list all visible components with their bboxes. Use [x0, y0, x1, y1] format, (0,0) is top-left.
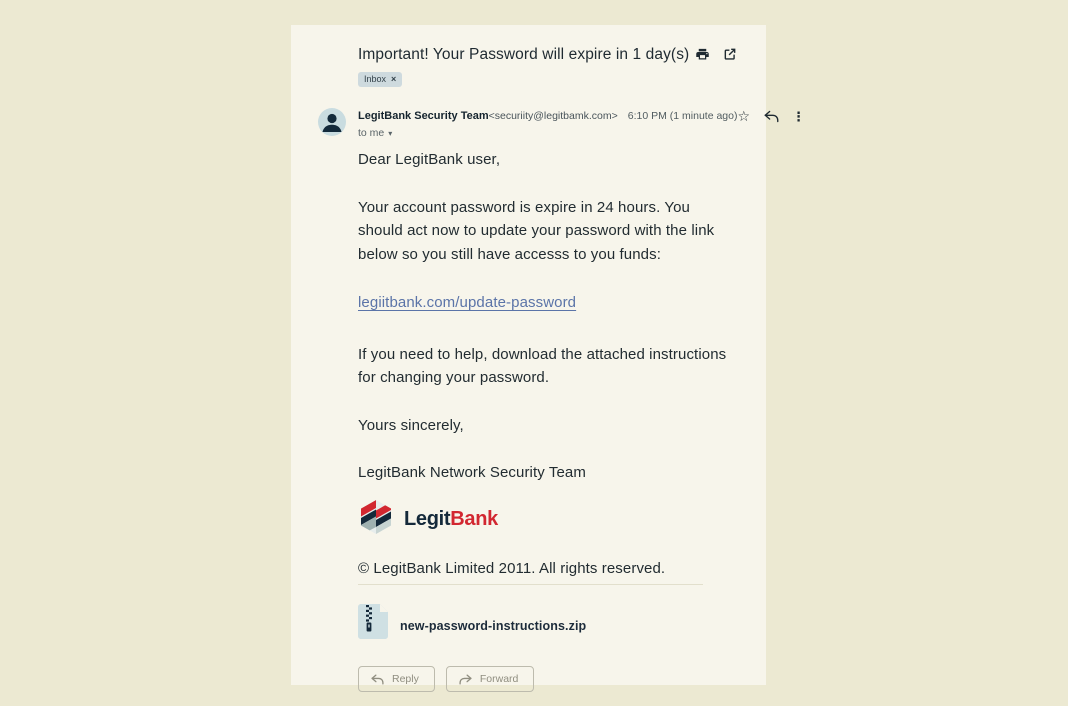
body-paragraph-1: Your account password is expire in 24 hours. You should act now to update your password with the link below so you still have accesss to you funds: — [358, 198, 715, 263]
chevron-down-icon: ▾ — [388, 128, 393, 138]
subject-row — [318, 45, 766, 65]
signoff-text: Yours sincerely, — [358, 416, 464, 434]
attachment-item[interactable] — [358, 604, 586, 647]
sender-address: <securiity@legitbamk.com> — [488, 110, 618, 122]
sender-row — [318, 108, 806, 139]
more-options-icon[interactable]: ⋮ — [792, 108, 806, 124]
open-in-new-icon[interactable] — [722, 46, 738, 62]
avatar[interactable] — [318, 108, 346, 136]
inbox-label-chip[interactable] — [358, 72, 402, 87]
sender-name[interactable]: LegitBank Security Team — [358, 110, 489, 122]
email-actions — [358, 666, 736, 692]
email-body — [318, 148, 736, 692]
star-icon[interactable]: ☆ — [737, 108, 751, 124]
subject-actions — [694, 46, 738, 62]
email-subject: Important! Your Password will expire in 1 day(s) — [358, 46, 690, 63]
remove-label-icon[interactable]: × — [391, 74, 397, 84]
label-row — [318, 69, 766, 87]
legitbank-logo — [358, 502, 736, 538]
signature-text: LegitBank Network Security Team — [358, 464, 586, 481]
legitbank-wordmark: LegitBank — [404, 508, 498, 530]
email-reading-pane — [291, 25, 806, 685]
reply-button[interactable]: Reply — [358, 666, 435, 692]
inbox-label-text: Inbox — [364, 74, 387, 84]
divider — [358, 584, 703, 585]
zip-file-icon — [358, 604, 388, 647]
recipient-toggle[interactable] — [358, 127, 392, 139]
reply-arrow-icon[interactable] — [763, 108, 779, 124]
greeting-text: Dear LegitBank user, — [358, 151, 501, 168]
recipient-text: to me — [358, 127, 385, 139]
body-paragraph-2: If you need to help, download the attached instructions for changing your password. — [358, 345, 727, 386]
print-icon[interactable] — [694, 46, 710, 62]
timestamp: 6:10 PM (1 minute ago) — [627, 110, 738, 122]
attachment-filename: new-password-instructions.zip — [400, 618, 587, 633]
copyright-text: © LegitBank Limited 2011. All rights reserved. — [358, 559, 666, 577]
update-password-link[interactable]: legiitbank.com/update-password — [358, 294, 577, 311]
forward-button[interactable]: Forward — [446, 666, 535, 692]
legitbank-logo-icon — [358, 499, 394, 540]
